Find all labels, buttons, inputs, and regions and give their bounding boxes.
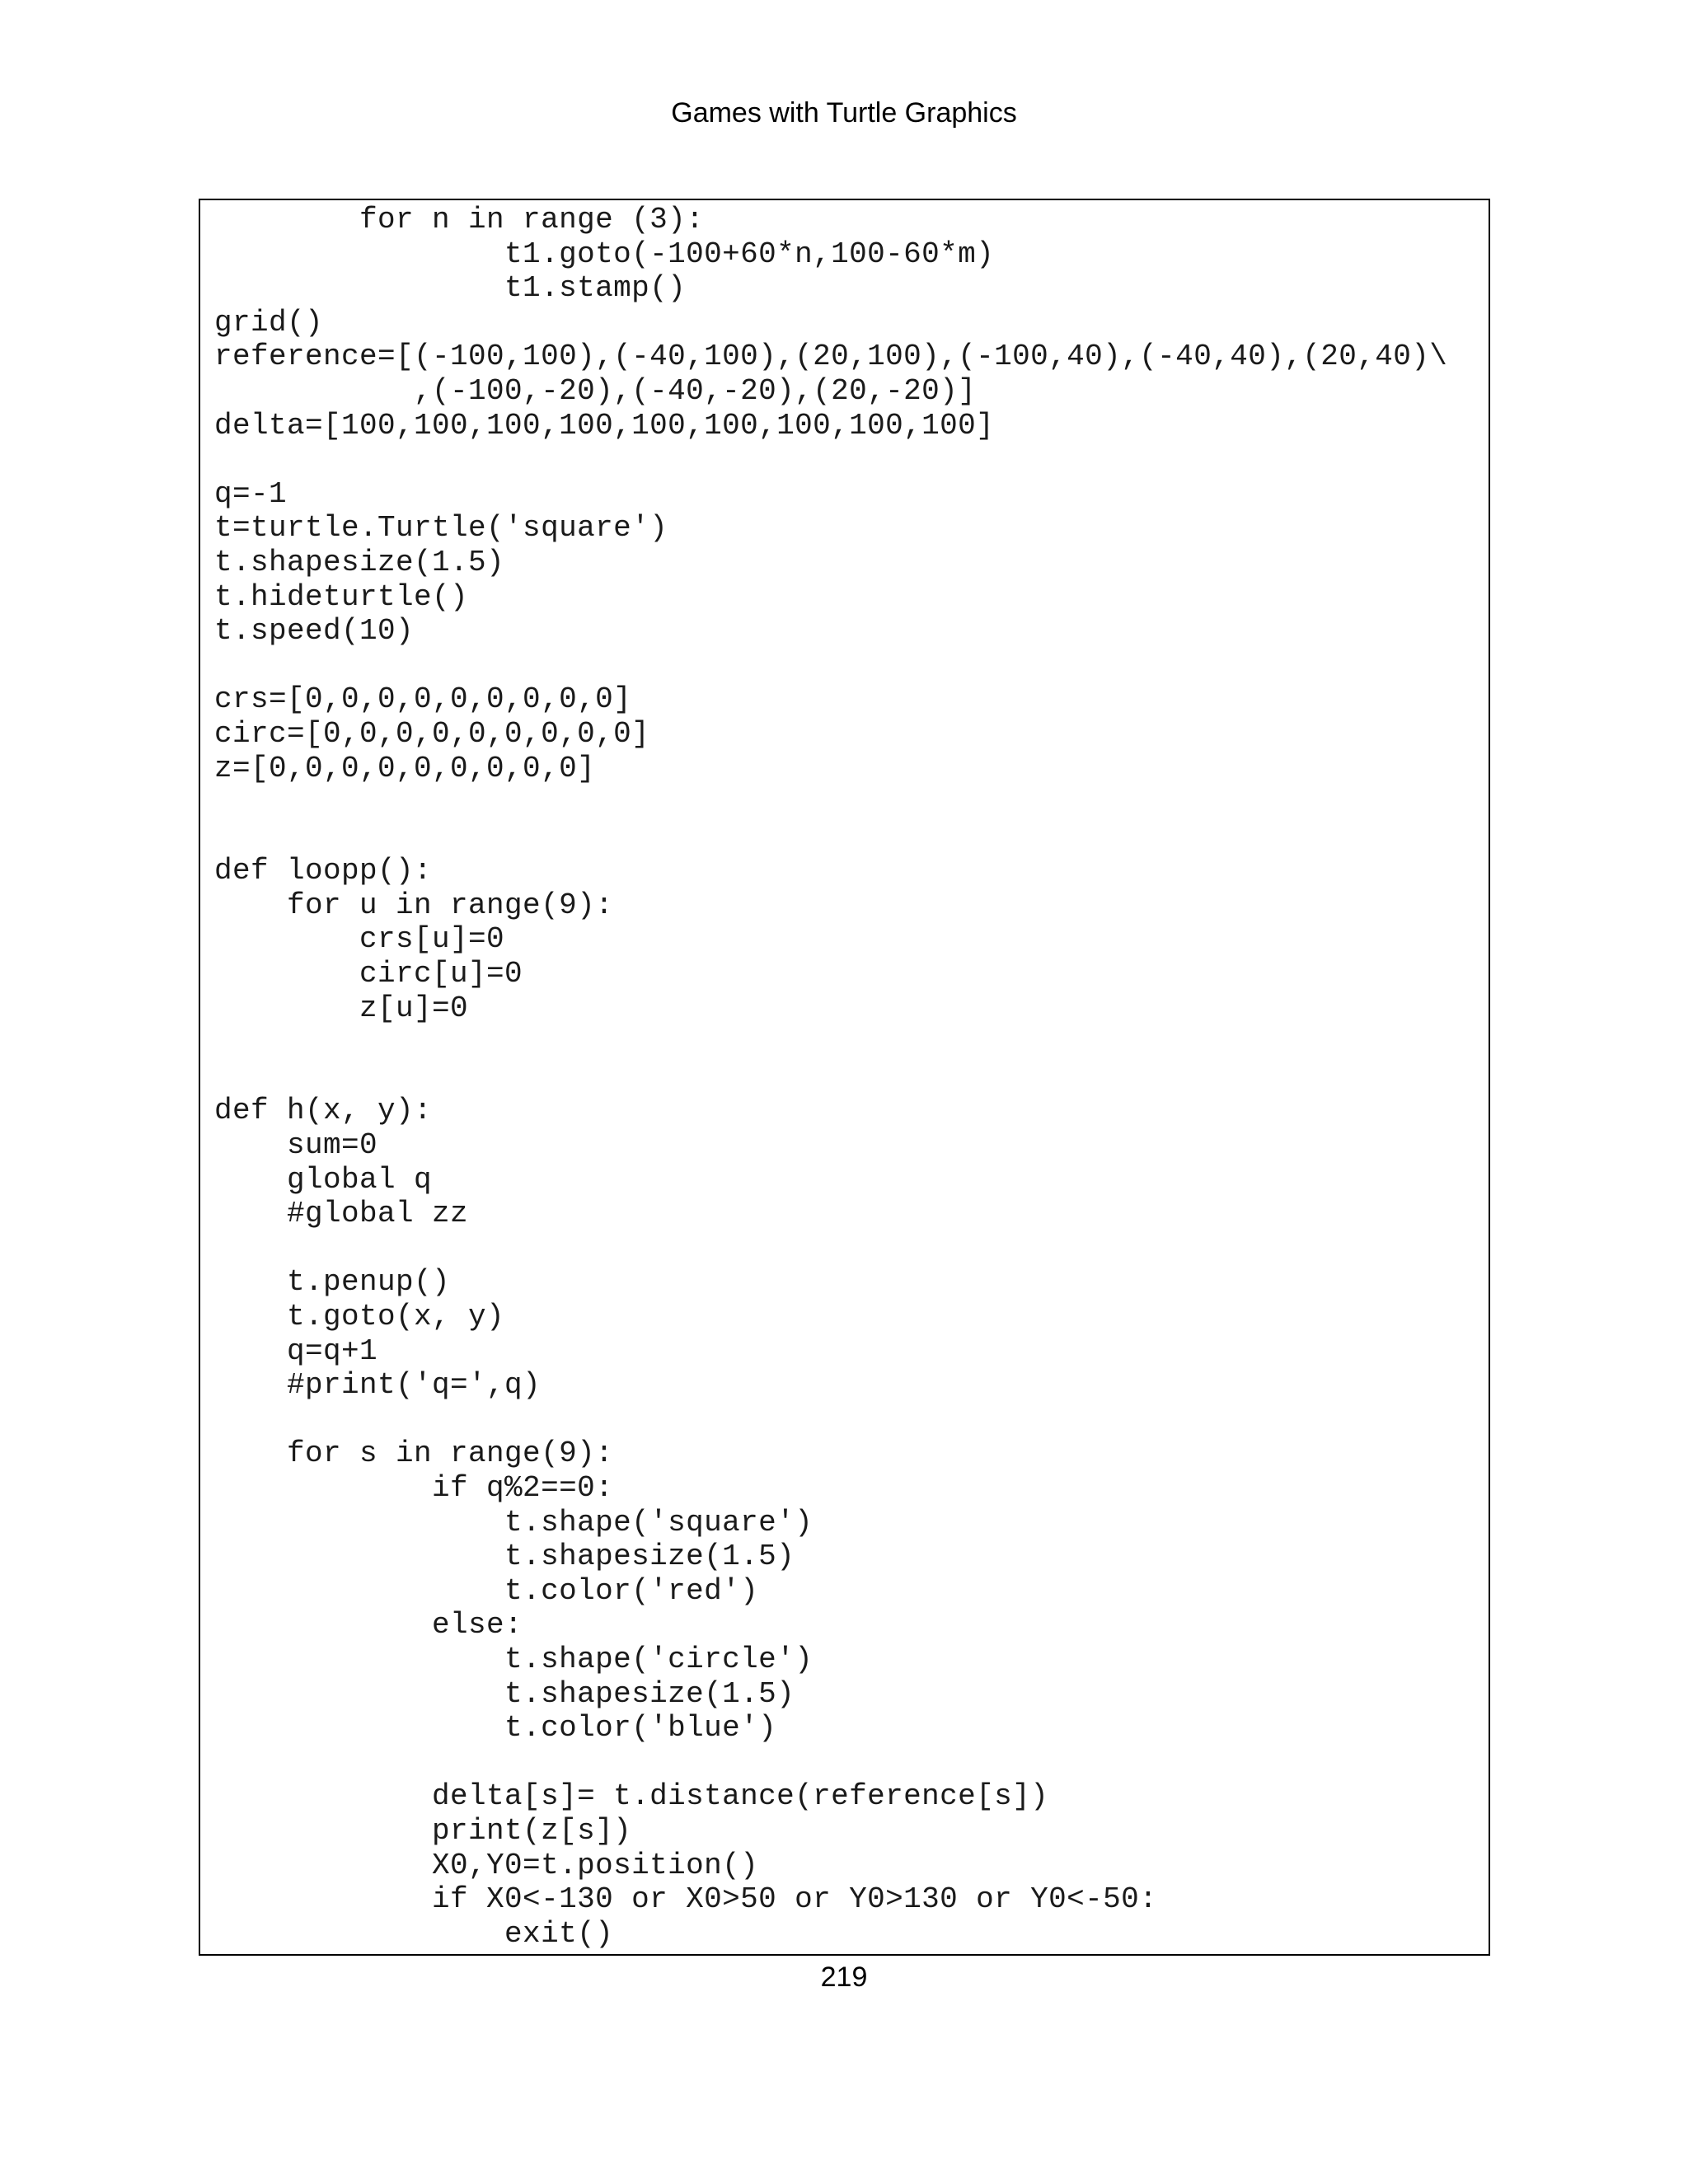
code-line: circ[u]=0 [214, 957, 523, 991]
code-line: grid() [214, 305, 324, 340]
code-line: t.penup() [214, 1265, 451, 1300]
code-listing-box [199, 199, 1490, 1956]
code-line [214, 820, 1484, 855]
code-line [214, 785, 1484, 820]
code-line: X0,Y0=t.position() [214, 1848, 759, 1882]
code-line: t.shape('circle') [214, 1642, 814, 1676]
code-line: if X0<-130 or X0>50 or Y0>130 or Y0<-50: [214, 1882, 1158, 1917]
code-line: t.goto(x, y) [214, 1300, 505, 1333]
code-line [214, 443, 1484, 477]
code-line: def h(x, y): [214, 1094, 433, 1128]
code-line [214, 1231, 1484, 1266]
code-line: #global zz [214, 1197, 469, 1231]
code-line: for n in range (3): [214, 203, 705, 237]
code-line: def loopp(): [214, 854, 433, 888]
code-line [214, 1060, 1484, 1094]
code-line: t.shapesize(1.5) [214, 1676, 795, 1711]
code-listing [214, 203, 1484, 1951]
code-line: t.color('blue') [214, 1711, 777, 1746]
code-line: sum=0 [214, 1128, 378, 1163]
code-line: #print('q=',q) [214, 1368, 542, 1403]
code-line: t.hideturtle() [214, 579, 469, 614]
code-line: for u in range(9): [214, 888, 614, 922]
code-line: t=turtle.Turtle('square') [214, 511, 668, 546]
code-line: delta[s]= t.distance(reference[s]) [214, 1779, 1049, 1814]
code-line [214, 1746, 1484, 1780]
code-line: reference=[(-100,100),(-40,100),(20,100),(-100,40),(-40,40),(20,40)\ [214, 340, 1448, 374]
code-line: else: [214, 1608, 523, 1643]
code-line: t.speed(10) [214, 614, 415, 649]
code-line: z[u]=0 [214, 991, 469, 1025]
code-line: q=-1 [214, 476, 288, 511]
code-line [214, 649, 1484, 683]
code-line: crs[u]=0 [214, 922, 505, 957]
code-line: q=q+1 [214, 1333, 378, 1368]
code-line: delta=[100,100,100,100,100,100,100,100,100] [214, 408, 995, 443]
code-line: exit() [214, 1916, 614, 1951]
code-line: if q%2==0: [214, 1470, 614, 1505]
code-line: circ=[0,0,0,0,0,0,0,0,0] [214, 716, 650, 751]
code-line [214, 1403, 1484, 1437]
code-line: t.shape('square') [214, 1505, 814, 1540]
code-line: t1.goto(-100+60*n,100-60*m) [214, 237, 995, 271]
code-line: crs=[0,0,0,0,0,0,0,0,0] [214, 682, 632, 717]
code-line: t.shapesize(1.5) [214, 545, 505, 579]
code-line: t1.stamp() [214, 271, 687, 306]
page-header: Games with Turtle Graphics [671, 97, 1017, 129]
page-number: 219 [820, 1961, 868, 1993]
code-line: ,(-100,-20),(-40,-20),(20,-20)] [214, 373, 977, 408]
code-line: print(z[s]) [214, 1813, 632, 1848]
code-line: z=[0,0,0,0,0,0,0,0,0] [214, 751, 596, 785]
code-line: for s in range(9): [214, 1436, 614, 1471]
code-line: global q [214, 1162, 433, 1197]
code-line [214, 1025, 1484, 1060]
code-line: t.color('red') [214, 1573, 759, 1608]
code-line: t.shapesize(1.5) [214, 1540, 795, 1574]
